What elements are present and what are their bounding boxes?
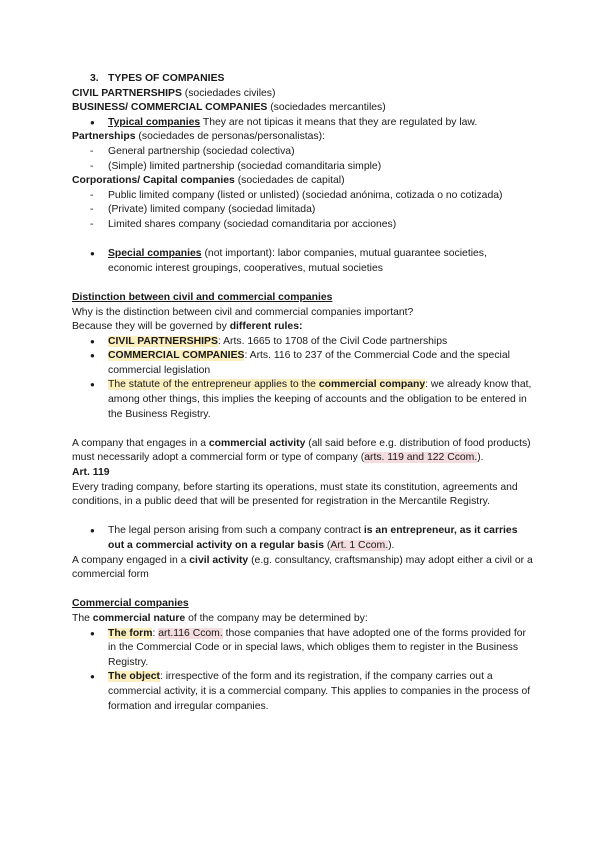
intro-c: of the company may be determined by:	[185, 612, 368, 624]
civil-activity-c: (e.g. consultancy, craftsmanship) may adopt either a civil or a commercial form	[72, 554, 533, 581]
commercial-intro	[72, 612, 534, 627]
statute-text-a: The statute of the entrepreneur applies to the	[108, 379, 319, 391]
distinction-question: Why is the distinction between civil and commercial companies important?	[72, 306, 414, 318]
list-item: - (Simple) limited partnership (sociedad comanditaria simple)	[72, 160, 534, 175]
form-item	[72, 627, 534, 671]
business-rest: (sociedades mercantiles)	[267, 102, 386, 114]
commercial-rules-label: COMMERCIAL COMPANIES	[108, 350, 245, 362]
spacer	[72, 422, 534, 437]
spacer	[72, 510, 534, 525]
corporations-list	[72, 189, 534, 233]
art119-title: Art. 119	[72, 467, 110, 479]
activity-c: (all said before e.g. distribution of food products) must necessarily adopt a commercial form or type of company (	[72, 437, 531, 464]
legal-ref: Art. 1 Ccom.	[330, 540, 389, 551]
statute-text-c: : we already know that, among other things, this implies the keeping of accounts and the obligation to be entered in the Business Registry.	[108, 379, 532, 420]
partnerships-label: Partnerships	[72, 131, 136, 143]
activity-a: A company that engages in a	[72, 437, 209, 449]
civil-partnerships-line	[72, 87, 534, 102]
commercial-rules-text: : Arts. 116 to 237 of the Commercial Code and the special commercial legislation	[108, 350, 510, 376]
special-label: Special companies	[108, 248, 202, 260]
business-label: BUSINESS/ COMMERCIAL COMPANIES	[72, 102, 268, 114]
list-item: - General partnership (sociedad colectiva)	[72, 145, 534, 160]
activity-ref: arts. 119 and 122 Ccom.	[364, 452, 478, 464]
object-text: : irrespective of the form and its registration, if the company carries out a commercial activity, it is a commercial company. This applies to companies in the process of formation and irregular companies.	[108, 671, 531, 712]
partnerships-line	[72, 130, 534, 145]
corporations-line	[72, 174, 534, 189]
business-companies-line	[72, 101, 534, 116]
partnerships-rest: (sociedades de personas/personalistas):	[135, 131, 325, 143]
art119-text: Every trading company, before starting its operations, must state its constitution, agreements and conditions, in a public deed that will be presented for registration in the Mercantile Registry.	[72, 481, 518, 508]
because-bold: different rules:	[229, 321, 303, 333]
activity-d: ).	[477, 452, 484, 464]
commercial-list	[72, 627, 534, 715]
civil-rules-label: CIVIL PARTNERSHIPS	[108, 335, 218, 347]
legal-a: The legal person arising from such a company contract	[108, 525, 364, 537]
typical-text: They are not tipicas it means that they are regulated by law.	[200, 116, 478, 128]
special-item	[72, 247, 534, 276]
civil-label: CIVIL PARTNERSHIPS	[72, 87, 182, 99]
commercial-rules-item	[72, 349, 534, 378]
because-text: Because they will be governed by	[72, 321, 230, 333]
corporations-rest: (sociedades de capital)	[234, 175, 345, 187]
typical-item	[72, 116, 534, 131]
legal-b: is an entrepreneur, as it carries out a commercial activity on a regular basis	[108, 525, 518, 551]
distinction-because	[72, 320, 534, 335]
spacer	[72, 233, 534, 248]
spacer	[72, 276, 534, 291]
typical-list	[72, 116, 534, 131]
intro-b: commercial nature	[92, 612, 186, 624]
form-text: those companies that have adopted one of the forms provided for in the Commercial Code or in special laws, which obliges them to register in the Business Registry.	[108, 627, 526, 668]
form-colon: :	[152, 627, 159, 639]
object-item	[72, 670, 534, 714]
civil-activity-a: A company engaged in a	[72, 554, 190, 566]
section-heading	[72, 72, 534, 87]
civil-rules-text: : Arts. 1665 to 1708 of the Civil Code partnerships	[217, 335, 448, 347]
intro-a: The	[72, 612, 93, 624]
form-ref: art.116 Ccom.	[158, 627, 223, 639]
civil-rest: (sociedades civiles)	[181, 87, 276, 99]
list-item: - Limited shares company (sociedad comanditaria por acciones)	[72, 218, 534, 233]
section-title: TYPES OF COMPANIES	[108, 73, 225, 84]
statute-text-b: commercial company	[318, 379, 426, 391]
civil-activity-paragraph	[72, 554, 534, 583]
partnerships-list	[72, 145, 534, 174]
statute-item	[72, 378, 534, 422]
legal-person-list	[72, 524, 534, 553]
legal-person-item	[72, 524, 534, 553]
activity-b: commercial activity	[208, 437, 306, 449]
civil-rules-item	[72, 335, 534, 350]
typical-label: Typical companies	[108, 116, 201, 128]
special-list	[72, 247, 534, 276]
legal-c: (	[323, 540, 331, 551]
list-item: - (Private) limited company (sociedad limitada)	[72, 203, 534, 218]
civil-activity-b: civil activity	[189, 554, 249, 566]
form-label: The form	[108, 627, 153, 639]
list-item: - Public limited company (listed or unlisted) (sociedad anónima, cotizada o no cotizada)	[72, 189, 534, 204]
legal-d: ).	[388, 540, 395, 551]
commercial-title: Commercial companies	[72, 598, 189, 610]
distinction-list	[72, 335, 534, 423]
object-label: The object	[108, 671, 160, 683]
activity-paragraph	[72, 437, 534, 466]
distinction-title: Distinction between civil and commercial companies	[72, 291, 333, 303]
section-number: 3.	[90, 73, 99, 84]
special-text: (not important): labor companies, mutual guarantee societies, economic interest groupings, cooperatives, mutual societies	[108, 248, 487, 274]
spacer	[72, 583, 534, 598]
corporations-label: Corporations/ Capital companies	[72, 175, 235, 187]
document-page	[72, 72, 534, 714]
